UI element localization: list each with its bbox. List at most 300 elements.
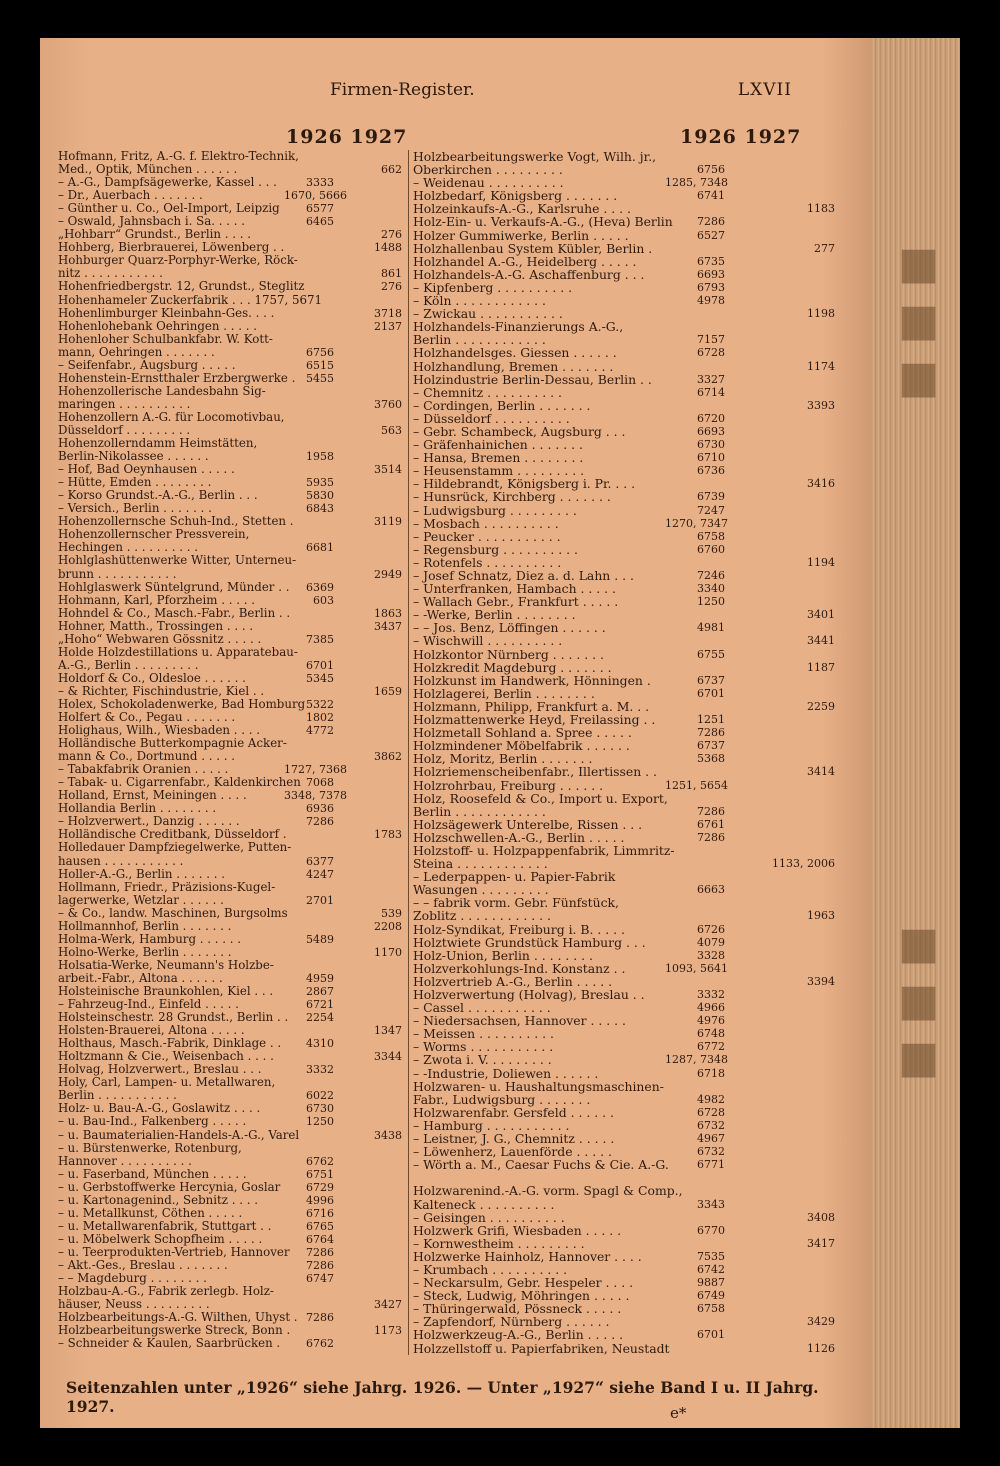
page-1926: 1251 bbox=[697, 713, 725, 727]
register-entry bbox=[58, 894, 406, 907]
entry-name: Hohlglashüttenwerke Witter, Unterneu- bbox=[58, 553, 297, 568]
entry-name: Hohenloher Schulbankfabr. W. Kott- bbox=[58, 331, 273, 346]
entry-name: – -Industrie, Doliewen . . . . . . bbox=[413, 1065, 599, 1081]
page-1926: 1958 bbox=[306, 450, 334, 464]
page-1927: 3417 bbox=[807, 1236, 835, 1250]
entry-name: Holzsägewerk Unterelbe, Rissen . . . bbox=[413, 816, 643, 832]
register-entry bbox=[58, 907, 406, 920]
register-entry bbox=[413, 936, 851, 949]
entry-name: – Regensburg . . . . . . . . . . bbox=[413, 541, 578, 557]
entry-name: Holde Holzdestillations u. Apparatebau- bbox=[58, 644, 298, 659]
page-1926: 7286 bbox=[306, 1311, 334, 1325]
entry-name: Holzkontor Nürnberg . . . . . . . bbox=[413, 646, 604, 662]
page-1926: 1670, 5666 bbox=[284, 189, 347, 203]
entry-name: – Zwickau . . . . . . . . . . . bbox=[413, 306, 563, 322]
page-1926: 603 bbox=[313, 593, 334, 607]
entry-name: Holzindustrie Berlin-Dessau, Berlin . . bbox=[413, 371, 652, 387]
entry-name: Holsatia-Werke, Neumann's Holzbe- bbox=[58, 957, 274, 972]
entry-name: Hohenlohebank Oehringen . . . . . bbox=[58, 318, 257, 333]
register-entry bbox=[58, 320, 406, 333]
register-entry bbox=[58, 672, 406, 685]
entry-name: – Fahrzeug-Ind., Einfeld . . . . . bbox=[58, 997, 239, 1012]
entry-name: Holzwerk Grifi, Wiesbaden . . . . . bbox=[413, 1222, 622, 1238]
page-1926: 3332 bbox=[306, 1063, 334, 1077]
page-1926: 6762 bbox=[306, 1337, 334, 1351]
entry-name: – Wallach Gebr., Frankfurt . . . . . bbox=[413, 594, 619, 610]
entry-name: arbeit.-Fabr., Altona . . . . . . bbox=[58, 970, 223, 985]
page-1926: 6701 bbox=[306, 658, 334, 672]
page-1926: 6793 bbox=[697, 280, 725, 294]
register-entry bbox=[413, 530, 851, 543]
page-1927: 2208 bbox=[374, 919, 402, 933]
page-1926: 4967 bbox=[697, 1132, 725, 1146]
page-1927: 3437 bbox=[374, 619, 402, 633]
page-1926: 6748 bbox=[697, 1027, 725, 1041]
entry-name: – Thüringerwald, Pössneck . . . . . bbox=[413, 1301, 622, 1317]
register-entry bbox=[413, 1224, 851, 1237]
entry-name: Holz- u. Bau-A.-G., Goslawitz . . . . bbox=[58, 1101, 261, 1116]
entry-name: – Kornwestheim . . . . . . . . . bbox=[413, 1235, 585, 1251]
entry-name: – Wischwill . . . . . . . . . . bbox=[413, 633, 563, 649]
page-1926: 6729 bbox=[306, 1180, 334, 1194]
entry-name: Holländische Creditbank, Düsseldorf . bbox=[58, 827, 287, 842]
register-entry bbox=[58, 959, 406, 972]
page-1927: 1126 bbox=[807, 1341, 835, 1355]
page-1926: 6762 bbox=[306, 1154, 334, 1168]
entry-name: – Köln . . . . . . . . . . . . bbox=[413, 293, 546, 309]
page-1926: 6741 bbox=[697, 189, 725, 203]
entry-name: Hohenhameler Zuckerfabrik . . . 1757, 5671 bbox=[58, 292, 322, 307]
year-heading-left: 1926 1927 bbox=[286, 126, 408, 148]
register-entry bbox=[413, 1237, 851, 1250]
entry-name: Fabr., Ludwigsburg . . . . . . . bbox=[413, 1091, 591, 1107]
entry-name: Holzrohrbau, Freiburg . . . . . . bbox=[413, 777, 604, 793]
register-entry bbox=[58, 868, 406, 881]
right-column bbox=[408, 150, 851, 1355]
page-1927: 662 bbox=[381, 163, 402, 177]
entry-name: Holzvertrieb A.-G., Berlin . . . . . bbox=[413, 973, 613, 989]
entry-name: Holzmetall Sohland a. Spree . . . . . bbox=[413, 725, 632, 741]
page-1926: 6760 bbox=[697, 542, 725, 556]
entry-name: Hohburger Quarz-Porphyr-Werke, Röck- bbox=[58, 253, 298, 268]
entry-name: Holzschwellen-A.-G., Berlin . . . . . bbox=[413, 829, 625, 845]
page-1926: 6726 bbox=[697, 922, 725, 936]
page-1926: 7286 bbox=[697, 215, 725, 229]
page-1926: 2254 bbox=[306, 1011, 334, 1025]
entry-name: – u. Metallwarenfabrik, Stuttgart . . bbox=[58, 1218, 272, 1233]
page-1926: 5455 bbox=[306, 371, 334, 385]
page-1927: 1347 bbox=[374, 1024, 402, 1038]
register-entry bbox=[58, 581, 406, 594]
entry-name: – Günther u. Co., Oel-Import, Leipzig bbox=[58, 201, 280, 216]
register-entry bbox=[58, 920, 406, 933]
entry-name: Holler-A.-G., Berlin . . . . . . . bbox=[58, 866, 225, 881]
page-1926: 6751 bbox=[306, 1167, 334, 1181]
entry-name: lagerwerke, Wetzlar . . . . . . bbox=[58, 892, 224, 907]
entry-name: Holzverwertung (Holvag), Breslau . . bbox=[413, 987, 645, 1002]
entry-name: Wasungen . . . . . . . . . bbox=[413, 882, 549, 898]
register-entry bbox=[413, 687, 851, 700]
page-1926: 6577 bbox=[306, 202, 334, 216]
page-1926: 7286 bbox=[306, 1245, 334, 1259]
signature-mark: e* bbox=[670, 1404, 687, 1422]
register-entry bbox=[413, 661, 851, 674]
page-1926: 4959 bbox=[306, 971, 334, 985]
register-entry bbox=[58, 346, 406, 359]
register-entry bbox=[413, 1250, 851, 1263]
entry-name: – Neckarsulm, Gebr. Hespeler . . . . bbox=[413, 1275, 634, 1291]
register-entry bbox=[58, 946, 406, 959]
page-1927: 3416 bbox=[807, 477, 835, 491]
page-1926: 4310 bbox=[306, 1037, 334, 1051]
entry-name: Hohenstein-Ernstthaler Erzbergwerke . bbox=[58, 370, 296, 385]
page-1926: 6716 bbox=[306, 1206, 334, 1220]
page-1926: 7157 bbox=[697, 333, 725, 347]
page-1926: 6730 bbox=[306, 1102, 334, 1116]
page-1926: 6730 bbox=[697, 438, 725, 452]
register-entry bbox=[58, 1233, 406, 1246]
page-1926: 6369 bbox=[306, 580, 334, 594]
entry-name: – Schneider & Kaulen, Saarbrücken . bbox=[58, 1336, 281, 1351]
page-1927: 1863 bbox=[374, 606, 402, 620]
entry-name: Hohenzollerndamm Heimstätten, bbox=[58, 436, 258, 451]
page-1926: 4772 bbox=[306, 724, 334, 738]
page-1926: 3340 bbox=[697, 582, 725, 596]
page-1927: 276 bbox=[381, 228, 402, 242]
page-1927: 1783 bbox=[374, 828, 402, 842]
page-1926: 5345 bbox=[306, 671, 334, 685]
page-1926: 6737 bbox=[697, 739, 725, 753]
entry-name: – Hof, Bad Oeynhausen . . . . . bbox=[58, 462, 235, 477]
page-1927: 3760 bbox=[374, 397, 402, 411]
page-number: LXVII bbox=[737, 80, 792, 100]
page-1926: 2701 bbox=[306, 893, 334, 907]
entry-name: Holy, Carl, Lampen- u. Metallwaren, bbox=[58, 1075, 276, 1090]
entry-name: Holzmindener Möbelfabrik . . . . . . bbox=[413, 738, 630, 754]
page-1926: 4247 bbox=[306, 867, 334, 881]
entry-name: Hechingen . . . . . . . . . . bbox=[58, 540, 198, 555]
page-1927: 3427 bbox=[374, 1298, 402, 1312]
page-1926: 6728 bbox=[697, 1105, 725, 1119]
page-1927: 1963 bbox=[807, 909, 835, 923]
page-1926: 6693 bbox=[697, 267, 725, 281]
register-entry bbox=[413, 346, 851, 359]
page-1926: 1270, 7347 bbox=[665, 516, 728, 530]
entry-name: – Kipfenberg . . . . . . . . . . bbox=[413, 279, 573, 295]
entry-name: A.-G., Berlin . . . . . . . . . bbox=[58, 657, 199, 672]
register-entry bbox=[413, 648, 851, 661]
entry-name: – Hütte, Emden . . . . . . . . bbox=[58, 475, 212, 490]
register-entry bbox=[413, 1093, 851, 1106]
page-1926: 6720 bbox=[697, 411, 725, 425]
page-1927: 1133, 2006 bbox=[772, 857, 835, 871]
entry-name: – Josef Schnatz, Diez a. d. Lahn . . . bbox=[413, 568, 634, 583]
register-entry bbox=[413, 1080, 851, 1093]
register-entry bbox=[413, 215, 851, 228]
entry-name: Holzverkohlungs-Ind. Konstanz . . bbox=[413, 960, 626, 976]
entry-name: Holz-Syndikat, Freiburg i. B. . . . . bbox=[413, 921, 625, 937]
entry-name: Holzmattenwerke Heyd, Freilassing . . bbox=[413, 712, 656, 728]
page-1926: 6701 bbox=[697, 1328, 725, 1342]
entry-name: – Ludwigsburg . . . . . . . . . bbox=[413, 502, 577, 518]
entry-name: Holzbearbeitungswerke Vogt, Wilh. jr., bbox=[413, 149, 657, 164]
page-1927: 3438 bbox=[374, 1128, 402, 1142]
register-entry bbox=[58, 1220, 406, 1233]
page-1927: 1174 bbox=[807, 359, 835, 373]
page-1927: 1170 bbox=[374, 945, 402, 959]
entry-name: Holzhallenbau System Kübler, Berlin . bbox=[413, 240, 653, 256]
page-1926: 4079 bbox=[697, 935, 725, 949]
register-entry bbox=[413, 229, 851, 242]
page-1926: 3348, 7378 bbox=[284, 789, 347, 803]
entry-name: Holz, Roosefeld & Co., Import u. Export, bbox=[413, 790, 668, 806]
entry-name: Holzhandels-A.-G. Aschaffenburg . . . bbox=[413, 266, 645, 282]
register-entry bbox=[58, 280, 406, 293]
entry-name: Hohmann, Karl, Pforzheim . . . . . bbox=[58, 592, 255, 607]
page-1926: 3333 bbox=[306, 176, 334, 190]
page-1926: 6527 bbox=[697, 228, 725, 242]
page-1927: 1198 bbox=[807, 307, 835, 321]
entry-name: Holztwiete Grundstück Hamburg . . . bbox=[413, 934, 646, 950]
register-entry bbox=[58, 372, 406, 385]
book-page-edges bbox=[872, 38, 960, 1428]
entry-name: – u. Baumaterialien-Handels-A.-G., Varel bbox=[58, 1127, 300, 1142]
entry-name: – Gebr. Schambeck, Augsburg . . . bbox=[413, 423, 626, 439]
page-1927: 3441 bbox=[807, 634, 835, 648]
entry-name: Berlin . . . . . . . . . . . . bbox=[413, 803, 546, 819]
register-entry bbox=[413, 962, 851, 975]
register-entry bbox=[58, 933, 406, 946]
page-1927: 3514 bbox=[374, 463, 402, 477]
page-1926: 3328 bbox=[697, 948, 725, 962]
register-entry bbox=[58, 607, 406, 620]
page-1926: 6843 bbox=[306, 502, 334, 516]
entry-name: Holvag, Holzverwert., Breslau . . . bbox=[58, 1062, 262, 1077]
page-1927: 539 bbox=[381, 906, 402, 920]
entry-name: Hohenzollerische Landesbahn Sig- bbox=[58, 383, 266, 398]
register-entry bbox=[58, 307, 406, 320]
entry-name: Hohenfriedbergstr. 12, Grundst., Steglitz bbox=[58, 279, 305, 294]
page-1926: 6755 bbox=[697, 647, 725, 661]
page-1927: 3429 bbox=[807, 1315, 835, 1329]
entry-name: Holthaus, Masch.-Fabrik, Dinklage . . bbox=[58, 1036, 282, 1051]
page-1927: 563 bbox=[381, 423, 402, 437]
entry-name: – Mosbach . . . . . . . . . . bbox=[413, 515, 559, 531]
entry-name: – & Richter, Fischindustrie, Kiel . . bbox=[58, 683, 265, 698]
entry-name: Hohlglaswerk Süntelgrund, Münder . . bbox=[58, 579, 290, 594]
entry-name: maringen . . . . . . . . . . bbox=[58, 396, 191, 411]
entry-name: Holzkunst im Handwerk, Hönningen . bbox=[413, 672, 651, 688]
entry-name: – u. Metallkunst, Cöthen . . . . . bbox=[58, 1205, 243, 1220]
entry-name: – Zapfendorf, Nürnberg . . . . . . bbox=[413, 1314, 610, 1330]
entry-name: – Hildebrandt, Königsberg i. Pr. . . . bbox=[413, 476, 636, 492]
page-1926: 9887 bbox=[697, 1276, 725, 1290]
page-1926: 4996 bbox=[306, 1193, 334, 1207]
register-entry bbox=[58, 685, 406, 698]
register-entry bbox=[58, 881, 406, 894]
entry-name: Steina . . . . . . . . . . . . bbox=[413, 856, 548, 872]
entry-name: – Worms . . . . . . . . . . . bbox=[413, 1039, 554, 1055]
page-1926: 3327 bbox=[697, 372, 725, 386]
entry-name: – Hansa, Bremen . . . . . . . . bbox=[413, 450, 584, 466]
page-1926: 6718 bbox=[697, 1066, 725, 1080]
entry-name: Holzwerkzeug-A.-G., Berlin . . . . . bbox=[413, 1327, 624, 1343]
entry-name: – Meissen . . . . . . . . . . bbox=[413, 1026, 554, 1042]
page-1926: 6764 bbox=[306, 1232, 334, 1246]
page-1927: 3862 bbox=[374, 750, 402, 764]
page-1926: 6756 bbox=[306, 345, 334, 359]
register-entry bbox=[413, 268, 851, 281]
register-entry bbox=[413, 255, 851, 268]
register-entry bbox=[413, 1198, 851, 1211]
page-1926: 4966 bbox=[697, 1001, 725, 1015]
page-1926: 1727, 7368 bbox=[284, 763, 347, 777]
register-entry bbox=[413, 504, 851, 517]
entry-name: Holsten-Brauerei, Altona . . . . . bbox=[58, 1023, 245, 1038]
register-entry bbox=[413, 1106, 851, 1119]
page-1927: 3119 bbox=[374, 515, 402, 529]
entry-name: – A.-G., Dampfsägewerke, Kassel . . . bbox=[58, 175, 277, 190]
register-entry bbox=[413, 490, 851, 503]
entry-name: Holma-Werk, Hamburg . . . . . . bbox=[58, 931, 242, 946]
page-title: Firmen-Register. bbox=[330, 80, 475, 100]
page-1926: 1250 bbox=[306, 1115, 334, 1129]
entry-name: Holzriemenscheibenfabr., Illertissen . . bbox=[413, 764, 657, 780]
entry-name: Holfert & Co., Pegau . . . . . . . bbox=[58, 710, 236, 725]
register-entry bbox=[413, 242, 851, 255]
entry-name: Hollandia Berlin . . . . . . . . bbox=[58, 801, 217, 816]
page-1927: 1183 bbox=[807, 202, 835, 216]
entry-name: – – Jos. Benz, Löffingen . . . . . . bbox=[413, 620, 606, 636]
page-1926: 6742 bbox=[697, 1262, 725, 1276]
entry-name: – Hunsrück, Kirchberg . . . . . . . bbox=[413, 489, 611, 505]
page-1926: 6728 bbox=[697, 346, 725, 360]
page-1926: 7385 bbox=[306, 632, 334, 646]
entry-name: – u. Bau-Ind., Falkenberg . . . . . bbox=[58, 1114, 247, 1129]
entry-name: – Unterfranken, Hambach . . . . . bbox=[413, 581, 616, 597]
register-entry bbox=[413, 909, 851, 922]
entry-name: – u. Kartonagenind., Sebnitz . . . . bbox=[58, 1192, 258, 1207]
page-1927: 2949 bbox=[374, 567, 402, 581]
entry-name: – Zwota i. V. . . . . . . . . bbox=[413, 1052, 552, 1068]
page-1927: 1659 bbox=[374, 684, 402, 698]
register-entry bbox=[413, 1158, 851, 1171]
entry-name: – u. Teerprodukten-Vertrieb, Hannover bbox=[58, 1244, 290, 1259]
entry-name: „Hoho“ Webwaren Gössnitz . . . . . bbox=[58, 631, 262, 646]
page-1926: 6721 bbox=[306, 998, 334, 1012]
entry-name: – Peucker . . . . . . . . . . . bbox=[413, 528, 561, 544]
register-entry bbox=[413, 831, 851, 844]
register-entry bbox=[58, 620, 406, 633]
page-1926: 6758 bbox=[697, 529, 725, 543]
register-entry bbox=[413, 517, 851, 530]
entry-name: Holzeinkaufs-A.-G., Karlsruhe . . . . bbox=[413, 201, 631, 217]
entry-name: Holno-Werke, Berlin . . . . . . . bbox=[58, 944, 232, 959]
entry-name: Zoblitz . . . . . . . . . . . . bbox=[413, 908, 551, 924]
page-1926: 3343 bbox=[697, 1197, 725, 1211]
page-1926: 6747 bbox=[306, 1272, 334, 1286]
register-entry bbox=[58, 659, 406, 672]
page-1926: 5489 bbox=[306, 932, 334, 946]
entry-name: – u. Möbelwerk Schopfheim . . . . . bbox=[58, 1231, 263, 1246]
register-entry bbox=[58, 1155, 406, 1168]
page-1926: 6732 bbox=[697, 1118, 725, 1132]
entry-name: hausen . . . . . . . . . . . bbox=[58, 853, 184, 868]
page-1927: 3408 bbox=[807, 1210, 835, 1224]
entry-name: Hohenlimburger Kleinbahn-Ges. . . . bbox=[58, 305, 275, 320]
register-entry bbox=[58, 1181, 406, 1194]
page-1927: 3344 bbox=[374, 1050, 402, 1064]
register-entry bbox=[413, 949, 851, 962]
register-entry bbox=[413, 805, 851, 818]
entry-name: – Tabakfabrik Oranien . . . . . bbox=[58, 762, 229, 777]
entry-name: Holzwarenind.-A.-G. vorm. Spagl & Comp., bbox=[413, 1183, 683, 1199]
register-entry bbox=[58, 1168, 406, 1181]
entry-name: – u. Gerbstoffwerke Hercynia, Goslar bbox=[58, 1179, 281, 1194]
page-1926: 5322 bbox=[306, 697, 334, 711]
entry-name: Holz-Ein- u. Verkaufs-A.-G., (Heva) Berlin bbox=[413, 214, 673, 230]
entry-name: Hohberg, Bierbrauerei, Löwenberg . . bbox=[58, 240, 285, 255]
entry-name: Holzkredit Magdeburg . . . . . . . bbox=[413, 659, 612, 675]
entry-name: – & Co., landw. Maschinen, Burgsolms bbox=[58, 905, 288, 920]
register-entry bbox=[413, 792, 851, 805]
page-1926: 7286 bbox=[306, 1258, 334, 1272]
page-1926: 7286 bbox=[697, 804, 725, 818]
entry-name: – Rotenfels . . . . . . . . . . bbox=[413, 554, 562, 570]
entry-name: Holex, Schokoladenwerke, Bad Homburg bbox=[58, 696, 306, 711]
entry-name: Med., Optik, München . . . . . . bbox=[58, 162, 238, 177]
entry-name: – Versich., Berlin . . . . . . . bbox=[58, 501, 212, 516]
entry-name: – Cassel . . . . . . . . . . . bbox=[413, 1000, 551, 1016]
entry-name: brunn . . . . . . . . . . . bbox=[58, 566, 177, 581]
entry-name: – – fabrik vorm. Gebr. Fünfstück, bbox=[413, 895, 619, 911]
page-header bbox=[40, 80, 872, 104]
page-1926: 6693 bbox=[697, 424, 725, 438]
page-1926: 4978 bbox=[697, 294, 725, 308]
page-1926: 6515 bbox=[306, 358, 334, 372]
page-1926: 6749 bbox=[697, 1289, 725, 1303]
register-entry bbox=[58, 1207, 406, 1220]
entry-name: – Chemnitz . . . . . . . . . . bbox=[413, 384, 562, 400]
register-entry bbox=[58, 333, 406, 346]
page-1926: 6022 bbox=[306, 1089, 334, 1103]
entry-name: Berlin . . . . . . . . . . . bbox=[58, 1088, 177, 1103]
page-1926: 6758 bbox=[697, 1302, 725, 1316]
page-1926: 6770 bbox=[697, 1223, 725, 1237]
page-footer-note: Seitenzahlen unter „1926“ siehe Jahrg. 1926. — Unter „1927“ siehe Band I u. II Jahrg. 1927. bbox=[66, 1378, 819, 1416]
page-1926: 6756 bbox=[697, 163, 725, 177]
page-1926: 1285, 7348 bbox=[665, 176, 728, 190]
entry-name: Berlin-Nikolassee . . . . . . bbox=[58, 449, 209, 464]
entry-name: – u. Faserband, München . . . . . bbox=[58, 1166, 247, 1181]
page-1926: 4982 bbox=[697, 1092, 725, 1106]
entry-name: – Heusenstamm . . . . . . . . . bbox=[413, 463, 585, 479]
entry-name: Holzer Gummiwerke, Berlin . . . . . bbox=[413, 227, 629, 243]
register-entry bbox=[58, 1129, 406, 1142]
entry-name: Holzhandelsges. Giessen . . . . . . bbox=[413, 345, 617, 361]
entry-name: Hannover . . . . . . . . . . bbox=[58, 1153, 192, 1168]
entry-name: Holzbau-A.-G., Fabrik zerlegb. Holz- bbox=[58, 1284, 274, 1299]
page-1927: 3394 bbox=[807, 974, 835, 988]
register-entry bbox=[58, 294, 406, 307]
entry-name: Holzhandels-Finanzierungs A.-G., bbox=[413, 319, 624, 335]
entry-name: Holsteinische Braunkohlen, Kiel . . . bbox=[58, 984, 274, 998]
entry-name: Kalteneck . . . . . . . . . . bbox=[413, 1196, 555, 1212]
entry-name: Holtzmann & Cie., Weisenbach . . . . bbox=[58, 1049, 274, 1064]
entry-name: – Krumbach . . . . . . . . . . bbox=[413, 1261, 568, 1277]
page-1926: 6772 bbox=[697, 1040, 725, 1054]
page-1927: 3401 bbox=[807, 608, 835, 622]
